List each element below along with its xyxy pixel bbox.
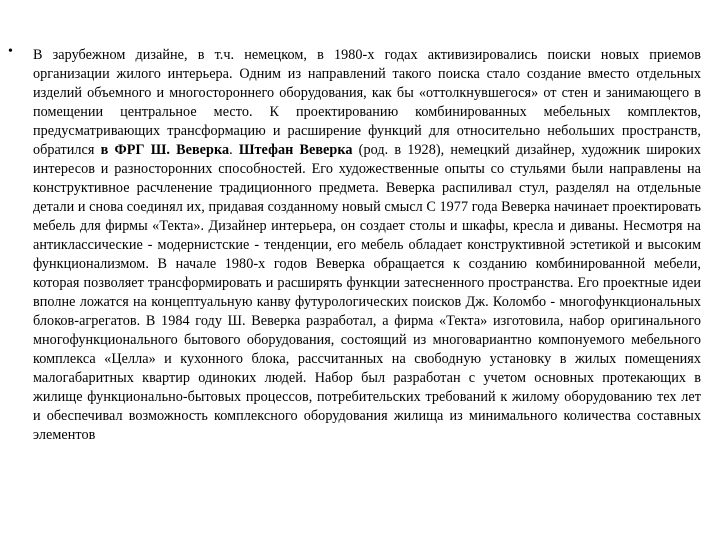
body-paragraph [33, 46, 701, 445]
paragraph-text-1: В зарубежном дизайне, в т.ч. немецком, в 1980-х годах активизировались поиски новых приемов организации жилого интерьера. Одним из направлений такого поиска стало создание вместо отдельных изделий объемного и многостороннего оборудования, как бы «оттолкнувшегося» от стен и занимающего в помещении центральное место. К проектированию комбинированных мебельных комплектов, предусматривающих трансформацию и расширение функций для относительно небольших пространств, обратился [33, 47, 701, 158]
paragraph-text-2: . [229, 142, 239, 158]
bullet-marker: • [8, 44, 13, 59]
paragraph-text-3: (род. в 1928), немецкий дизайнер, художник широких интересов и разносторонних способностей. Его художественные опыты со стульями были направлены на конструктивное расчленение традиционного предмета. Веверка распиливал стул, разделял на отдельные детали и снова соединял их, придавая созданному новый смысл С 1977 года Веверка начинает проектировать мебель для фирмы «Текта». Дизайнер интерьера, он создает столы и шкафы, кресла и диваны. Несмотря на антиклассические - модернистские - тенденции, его мебель обладает конструктивной эстетикой и высоким функционализмом. В начале 1980-х годов Веверка обращается к созданию комбинированной мебели, которая позволяет трансформировать и расширять функции затесненного пространства. Его проектные идеи вполне ложатся на концептуальную канву футурологических поисков Дж. Коломбо - многофункциональных блоков-агрегатов. В 1984 году Ш. Веверка разработал, а фирма «Текта» изготовила, набор оригинального многофункционального бытового оборудования, состоящий из многовариантно компонуемого мебельного комплекса «Целла» и кухонного блока, рассчитанных на свободную установку в жилых помещениях малогабаритных квартир одиноких людей. Набор был разработан с учетом основных протекающих в жилище функционально-бытовых процессов, потребительских требований к жилому оборудованию тех лет и обеспечивал возможность комплексного оборудования жилища из минимального количества составных элементов [33, 142, 702, 443]
paragraph-bold-1: в ФРГ Ш. Веверка [100, 142, 230, 158]
paragraph-bold-2: Штефан Веверка [238, 142, 353, 158]
